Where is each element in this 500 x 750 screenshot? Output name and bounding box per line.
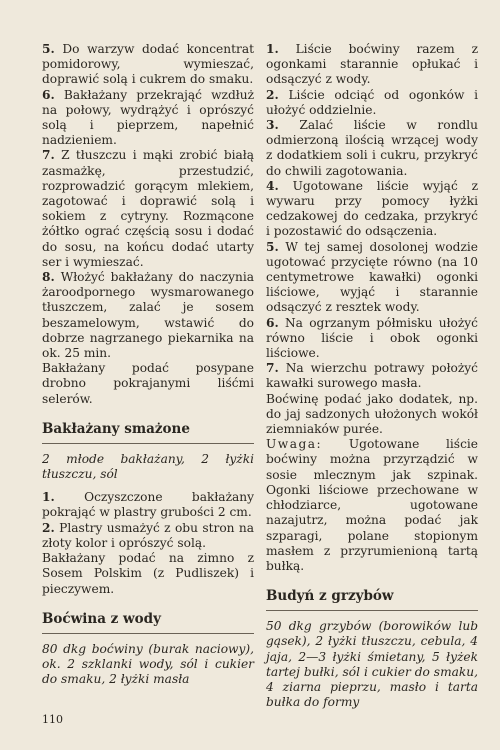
step: 5. Do warzyw dodać koncentrat pomidorowy, wymieszać, doprawić solą i cukrem do smaku. bbox=[42, 42, 255, 87]
note-text: Ugotowane liście boćwiny można przyrządzić w sosie mlecznym jak szpinak. Ogonki liściowe przechowane w chłodziarce, ugotowane nazajutrz, można podać jak szparagi, polane stopionym masłem z przyrumienioną tartą bułką. bbox=[266, 437, 478, 573]
step: 4. Ugotowane liście wyjąć z wywaru przy pomocy łyżki cedzakowej do cedzaka, przykryć i pozostawić do odsączenia. bbox=[266, 178, 479, 239]
step: 7. Z tłuszczu i mąki zrobić białą zasmażkę, przestudzić, rozprowadzić gorącym mlekiem, zagotować i doprawić solą i sokiem z cytryny. Rozmącone żółtko ograć częścią sosu i dodać do sosu, na końcu dodać utarty ser i wymieszać. bbox=[42, 148, 255, 269]
note bbox=[266, 437, 478, 574]
ingredients: 2 młode bakłażany, 2 łyżki tłuszczu, sól bbox=[42, 451, 254, 482]
ingredients: 80 dkg boćwiny (burak naciowy), ok. 2 szklanki wody, sól i cukier do smaku, 2 łyżki masła bbox=[42, 641, 254, 687]
ingredients: 50 dkg grzybów (borowików lub gąsek), 2 łyżki tłuszczu, cebula, 4 jaja, 2—3 łyżki śmietany, 5 łyżek tartej bułki, sól i cukier do smaku, 4 ziarna pieprzu, masło i tarta bułka do formy bbox=[266, 619, 478, 710]
page-number: 110 bbox=[42, 713, 63, 726]
section-title: Bakłażany smażone bbox=[42, 420, 190, 437]
step: 2. Liście odciąć od ogonków i ułożyć oddzielnie. bbox=[266, 87, 479, 117]
section-title: Boćwina z wody bbox=[42, 610, 161, 627]
step: 1. Oczyszczone bakłażany pokrająć w plastry grubości 2 cm. bbox=[42, 490, 254, 520]
serving-note: Boćwinę podać jako dodatek, np. do jaj sadzonych ułożonych wokół ziemniaków purée. bbox=[266, 391, 478, 437]
note-label: Uwaga: bbox=[266, 437, 323, 452]
left-column bbox=[42, 42, 254, 695]
step: 2. Plastry usmażyć z obu stron na złoty kolor i oprószyć solą. bbox=[42, 520, 254, 550]
serving-note: Bakłażany podać posypane drobno pokrajanymi liśćmi selerów. bbox=[42, 361, 254, 406]
step: 6. Na ogrzanym półmisku ułożyć równo liście i obok ogonki liściowe. bbox=[266, 315, 478, 361]
section-heading bbox=[42, 611, 254, 634]
section-heading bbox=[266, 588, 478, 611]
step: 5. W tej samej dosolonej wodzie ugotować przycięte równo (na 10 centymetrowe kawałki) ogonki liściowe, wyjąć i starannie odsączyć z resztek wody. bbox=[266, 239, 479, 315]
serving-note: Bakłażany podać na zimno z Sosem Polskim (z Pudliszek) i pieczywem. bbox=[42, 551, 254, 596]
section-title: Budyń z grzybów bbox=[266, 588, 394, 605]
section-heading bbox=[42, 421, 254, 444]
step: 1. Liście boćwiny razem z ogonkami starannie opłukać i odsączyć z wody. bbox=[266, 42, 478, 87]
step: 7. Na wierzchu potrawy położyć kawałki surowego masła. bbox=[266, 361, 479, 391]
step: 6. Bakłażany przekrająć wzdłuż na połowy, wydrążyć i oprószyć solą i pieprzem, napełnić nadzieniem. bbox=[42, 87, 255, 148]
step: 8. Włożyć bakłażany do naczynia żaroodpornego wysmarowanego tłuszczem, zalać je sosem beszamelowym, wstawić do dobrze nagrzanego piekarnika na ok. 25 min. bbox=[42, 270, 255, 361]
step: 3. Zalać liście w rondlu odmierzoną ilością wrzącej wody z dodatkiem soli i cukru, przykryć do chwili zagotowania. bbox=[266, 118, 478, 178]
right-column bbox=[266, 42, 478, 718]
